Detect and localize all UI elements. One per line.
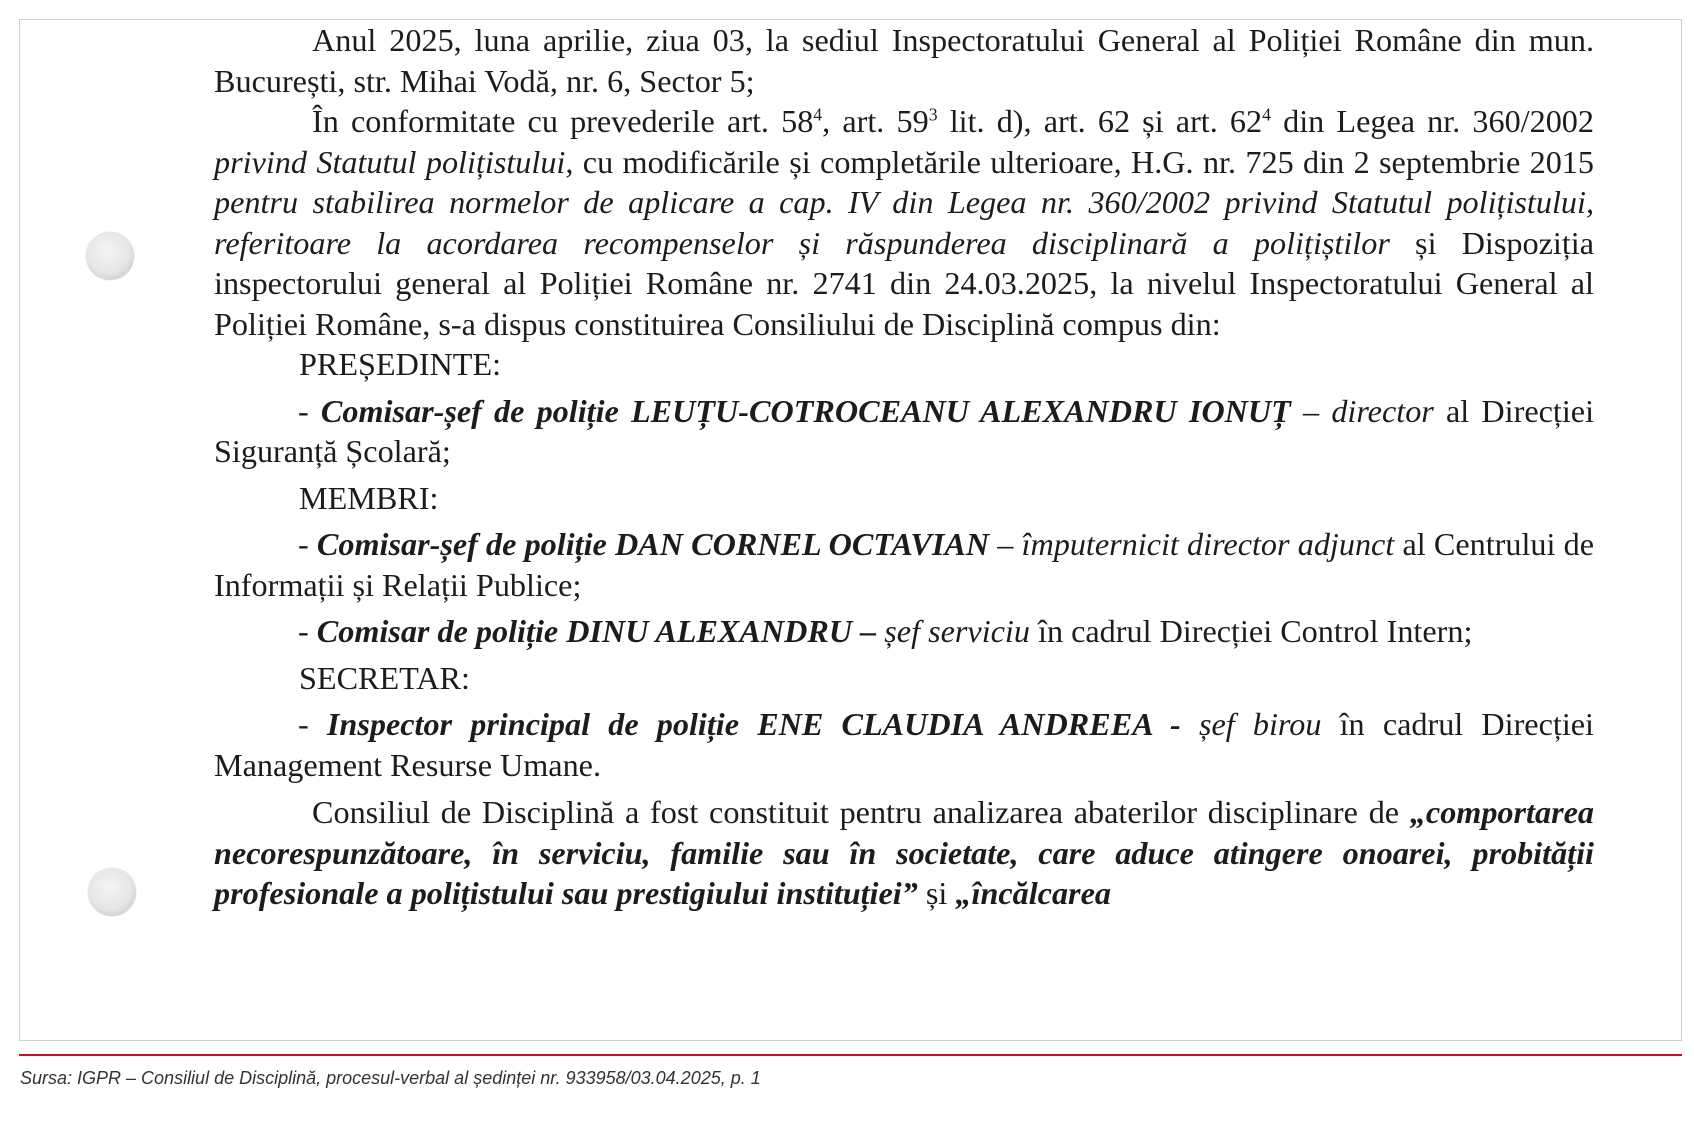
entry-membru-1: - Comisar-șef de poliție DAN CORNEL OCTAVIAN – împuternicit director adjunct al Centrului de Informații și Relații Publice; xyxy=(214,526,1595,603)
entry-presedinte: - Comisar-șef de poliție LEUȚU-COTROCEANU ALEXANDRU IONUȚ – director al Direcției Siguranță Școlară; xyxy=(214,392,1595,469)
heading-presedinte: PREȘEDINTE: xyxy=(299,346,502,382)
source-caption: Sursa: IGPR – Consiliul de Disciplină, procesul-verbal al ședinței nr. 933958/03.04.2025, p. 1 xyxy=(20,1068,761,1088)
paragraph-scope: Consiliul de Disciplină a fost constituit pentru analizarea abaterilor disciplinare de „comportarea necorespunzătoare, în serviciu, familie sau în societate, care aduce atingere onoarei, probității profesionale a polițistului sau prestigiului instituției” și „încălcarea xyxy=(214,794,1594,911)
punch-hole xyxy=(88,868,136,916)
entry-secretar: - Inspector principal de poliție ENE CLAUDIA ANDREEA - șef birou în cadrul Direcției Management Resurse Umane. xyxy=(214,706,1594,783)
punch-hole xyxy=(86,232,134,280)
heading-secretar: SECRETAR: xyxy=(299,659,470,696)
document-body xyxy=(214,20,1594,914)
heading-membri: MEMBRI: xyxy=(299,479,439,516)
paragraph-legal-basis: În conformitate cu prevederile art. $58^4$, art. $59^3$ lit. d), art. 62 și art. $62^4$ din Legea nr. 360/2002 privind Statutul polițistului, cu modificările și completările ulterioare, H.G. nr. 725 din 2 septembrie 2015 pentru stabilirea normelor de aplicare a cap. IV din Legea nr. 360/2002 privind Statutul polițistului, referitoare la acordarea recompenselor și răspunderea disciplinară a polițiștilor și Dispoziția inspectorului general al Poliției Române nr. 2741 din 24.03.2025, la nivelul Inspectoratului General al Poliției Române, s-a dispus constituirea Consiliului de Disciplină compus din: xyxy=(214,103,1594,342)
entry-membru-2: - Comisar de poliție DINU ALEXANDRU – șef serviciu în cadrul Direcției Control Intern; xyxy=(298,613,1473,649)
paragraph-date-location: Anul 2025, luna aprilie, ziua 03, la sediul Inspectoratului General al Poliției Române din mun. București, str. Mihai Vodă, nr. 6, Sector 5; xyxy=(214,22,1594,99)
caption-divider xyxy=(19,1054,1682,1056)
